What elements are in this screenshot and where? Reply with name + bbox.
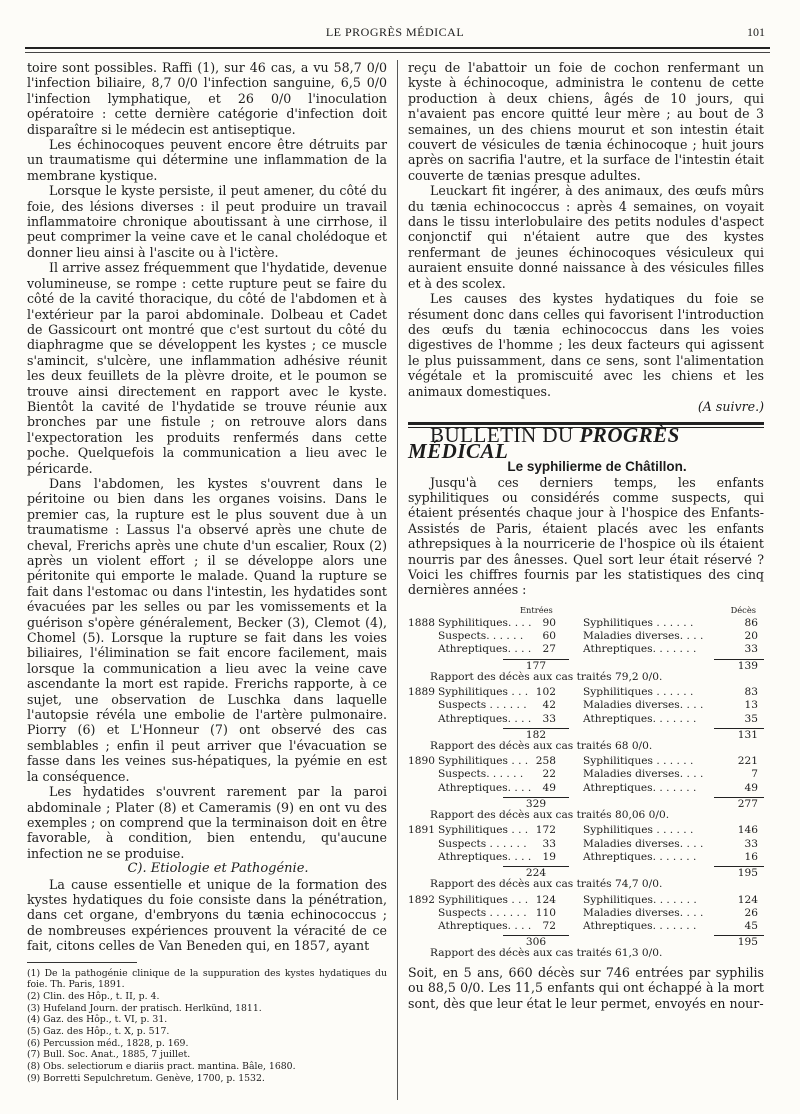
total-deces: 139	[714, 659, 764, 673]
death-value: 33	[744, 837, 758, 850]
statistics-table	[408, 604, 764, 961]
table-row	[408, 907, 764, 920]
bulletin-heading	[408, 423, 764, 463]
paragraph: Lorsque le kyste persiste, il peut amener, du côté du foie, des lésions diverses : il peut produire un travail inflammatoire chronique aboutissant à une cirrhose, il peut comprimer la veine cave et le canal cholédoque et donner lieu ainsi à l'ascite ou à l'ictère.	[27, 183, 387, 260]
table-row	[408, 686, 764, 699]
death-value: 49	[744, 781, 758, 794]
year-block	[408, 617, 764, 684]
paragraph: reçu de l'abattoir un foie de cochon renfermant un kyste à échinocoque, administra le contenu de cette production à deux chiens, âgés de 10 jours, qui n'avaient pas encore quitté leur mère ; au bout de 3 semaines, un des chiens mourut et son intestin était couvert de vésicules de tænia échinocoque ; huit jours après on sacrifia l'autre, et la surface de l'intestin était couverte de tænias presque adultes.	[408, 60, 764, 183]
year-cell: 1888	[408, 616, 435, 629]
entry-value: 42	[542, 699, 556, 712]
death-ratio: Rapport des décès aux cas traités 79,2 0/0.	[430, 670, 663, 683]
column-divider	[397, 60, 398, 1100]
paragraph: Soit, en 5 ans, 660 décès sur 746 entrées par syphilis ou 88,5 0/0. Les 11,5 enfants qui ont échappé à la mort sont, dès que leur état le leur permet, envoyés en nour-	[408, 964, 764, 1011]
entry-value: 72	[542, 920, 556, 933]
entry-label: Athreptiques. . . .	[438, 850, 532, 863]
table-row	[408, 617, 764, 630]
entry-label: Syphilitiques . . .	[438, 893, 529, 906]
total-entrees: 224	[503, 866, 569, 880]
paragraph: Les hydatides s'ouvrent rarement par la paroi abdominale ; Plater (8) et Cameramis (9) en ont vu des exemples ; on comprend que la terminaison doit en être favorable, à condition, bien entendu, qu'aucune infection ne se produise.	[27, 784, 387, 861]
death-label: Athreptiques. . . . . . .	[583, 781, 697, 794]
year-block	[408, 755, 764, 822]
footnote: (8) Obs. selectiorum e diariis pract. mantina. Bâle, 1680.	[27, 1061, 296, 1073]
total-entrees: 182	[503, 728, 569, 742]
death-ratio: Rapport des décès aux cas traités 80,06 0/0.	[430, 809, 670, 822]
total-entrees: 177	[503, 659, 569, 673]
death-value: 221	[737, 755, 758, 768]
entry-value: 258	[535, 755, 556, 768]
death-label: Maladies diverses. . . .	[583, 699, 704, 712]
footnote: (4) Gaz. des Hôp., t. VI, p. 31.	[27, 1014, 168, 1026]
entry-value: 33	[542, 712, 556, 725]
entry-label: Athreptiques. . . .	[438, 643, 532, 656]
totals-row	[408, 726, 764, 740]
paragraph: Les causes des kystes hydatiques du foie se résument donc dans celles qui favorisent l'introduction des œufs du tænia echinococcus dans les voies digestives de l'homme ; les deux facteurs qui agissent le plus puissamment, dans ce sens, sont l'alimentation végétale et la promiscuité avec les chiens et les animaux domestiques.	[408, 291, 764, 399]
table-row	[408, 713, 764, 726]
total-entrees: 306	[503, 935, 569, 949]
right-column	[408, 60, 764, 1011]
death-ratio: Rapport des décès aux cas traités 68 0/0.	[430, 739, 653, 752]
entry-value: 19	[542, 850, 556, 863]
section-heading: C). Etiologie et Pathogénie.	[127, 861, 309, 877]
table-row	[408, 782, 764, 795]
paragraph: Jusqu'à ces derniers temps, les enfants syphilitiques ou considérés comme suspects, qui étaient présentés chaque jour à l'hospice des Enfants-Assistés de Paris, étaient placés avec les enfants athrepsiques à la nourricerie de l'hospice où ils étaient nourris par des ânesses. Quel sort leur était réservé ? Voici les chiffres fournis par les statistiques des cinq dernières années :	[408, 474, 764, 598]
death-ratio: Rapport des décès aux cas traités 74,7 0/0.	[430, 878, 663, 891]
table-row	[408, 894, 764, 907]
entry-value: 60	[542, 630, 556, 643]
total-deces: 277	[714, 797, 764, 811]
death-label: Athreptiques. . . . . . .	[583, 643, 697, 656]
year-cell: 1890	[408, 755, 435, 768]
year-cell: 1889	[408, 686, 435, 698]
journal-title: LE PROGRÈS MÉDICAL	[325, 25, 465, 39]
header-rule	[25, 47, 770, 49]
footnote: (2) Clin. des Hôp., t. II, p. 4.	[27, 990, 160, 1002]
entry-label: Syphilitiques . . .	[438, 755, 529, 768]
footnote: (3) Hufeland Journ. der pratisch. Herlkünd, 1811.	[27, 1002, 262, 1014]
table-row	[408, 768, 764, 781]
death-label: Maladies diverses. . . .	[583, 837, 704, 850]
statistics-header	[408, 604, 764, 617]
left-column	[27, 60, 387, 1085]
footnote: (1) De la pathogénie clinique de la suppuration des kystes hydatiques du foie. Th. Paris, 1891.	[27, 967, 387, 991]
header-entrees: Entrées	[520, 604, 553, 615]
entry-label: Suspects. . . . . .	[438, 768, 524, 781]
death-label: Athreptiques. . . . . . .	[583, 920, 697, 933]
table-row	[408, 643, 764, 656]
entry-label: Suspects . . . . . .	[438, 906, 527, 919]
death-value: 45	[744, 920, 758, 933]
death-value: 35	[744, 712, 758, 725]
totals-row	[408, 657, 764, 671]
paragraph: Leuckart fit ingérer, à des animaux, des œufs mûrs du tænia echinococcus : après 4 semaines, on voyait dans le tissu interlobulaire des petits nodules d'aspect conjonctif qui n'étaient autre que des kystes renfermant de jeunes échinocoques vésiculeux qui auraient ensuite donné naissance à des vésicules filles et à des scolex.	[408, 183, 764, 291]
page-number: 101	[747, 25, 765, 39]
total-entrees: 329	[503, 797, 569, 811]
entry-label: Syphilitiques . . .	[438, 686, 529, 698]
total-deces: 195	[714, 935, 764, 949]
table-row	[408, 824, 764, 837]
death-label: Syphilitiques . . . . . .	[583, 686, 694, 698]
table-row	[408, 755, 764, 768]
death-label: Syphilitiques . . . . . .	[583, 824, 694, 837]
entry-value: 33	[542, 837, 556, 850]
total-deces: 195	[714, 866, 764, 880]
paragraph: Les échinocoques peuvent encore être détruits par un traumatisme qui détermine une inflammation de la membrane kystique.	[27, 137, 387, 183]
entry-label: Suspects . . . . . .	[438, 699, 527, 712]
paragraph: Dans l'abdomen, les kystes s'ouvrent dans le péritoine ou bien dans les organes voisins. Dans le premier cas, la rupture est le plus souvent due à un traumatisme : Lassus l'a observé après une chute de cheval, Frerichs après une chute d'un escalier, Roux (2) après un violent effort ; il se développe alors une péritonite qui emporte le malade. Quand la rupture se fait dans l'estomac ou dans l'intestin, les hydatides sont évacuées par les selles ou par les vomissements et la guérison s'opère généralement, Becker (3), Clemot (4), Chomel (5). Lorsque la rupture se fait dans les voies biliaires, l'élimination se fait encore facilement, mais lorsque la communication a lieu avec la veine cave ascendante la mort est rapide. Frerichs rapporte, à ce sujet, une observation de Luschka dans laquelle l'autopsie révéla une embolie de l'artère pulmonaire. Piorry (6) et L'Honneur (7) ont observé des cas semblables ; enfin il peut arriver que l'évacuation se fasse dans les veines sus-hépatiques, la pyémie en est la conséquence.	[27, 475, 387, 784]
footnote: (6) Percussion méd., 1828, p. 169.	[27, 1037, 189, 1049]
entry-value: 172	[535, 824, 556, 837]
header-rule-thin	[25, 52, 770, 53]
year-cell: 1892	[408, 893, 435, 906]
entry-value: 49	[542, 781, 556, 794]
death-label: Syphilitiques . . . . . .	[583, 755, 694, 768]
entry-value: 124	[535, 893, 556, 906]
footnote-rule	[27, 962, 137, 963]
footnote: (9) Borretti Sepulchretum. Genève, 1700, p. 1532.	[27, 1072, 265, 1084]
bulletin-heading-journal: PROGRÈS MÉDICAL	[408, 423, 680, 463]
table-row	[408, 838, 764, 851]
totals-row	[408, 864, 764, 878]
footnote: (5) Gaz. des Hôp., t. X, p. 517.	[27, 1026, 170, 1038]
running-header	[25, 25, 765, 45]
entry-value: 102	[535, 686, 556, 698]
to-be-continued: (A suivre.)	[697, 398, 764, 414]
death-value: 20	[744, 630, 758, 643]
entry-label: Suspects. . . . . .	[438, 630, 524, 643]
year-block	[408, 894, 764, 961]
death-value: 146	[737, 824, 758, 837]
year-cell: 1891	[408, 824, 435, 837]
article-subheading: Le syphilierme de Châtillon.	[507, 459, 687, 475]
death-value: 7	[751, 768, 758, 781]
footnote: (7) Bull. Soc. Anat., 1885, 7 juillet.	[27, 1049, 191, 1061]
total-deces: 131	[714, 728, 764, 742]
death-label: Maladies diverses. . . .	[583, 768, 704, 781]
paragraph: La cause essentielle et unique de la formation des kystes hydatiques du foie consiste dans la pénétration, dans cet organe, d'embryons du tænia echinococcus ; de nombreuses expériences prouvent la véracité de ce fait, citons celles de Van Beneden qui, en 1857, ayant	[27, 876, 387, 954]
death-value: 86	[744, 616, 758, 629]
table-row	[408, 920, 764, 933]
entry-label: Syphilitiques . . .	[438, 824, 529, 837]
table-row	[408, 630, 764, 643]
header-deces: Décès	[730, 604, 756, 615]
death-value: 124	[737, 893, 758, 906]
death-label: Athreptiques. . . . . . .	[583, 712, 697, 725]
paragraph: Il arrive assez fréquemment que l'hydatide, devenue volumineuse, se rompe : cette rupture peut se faire du côté de la cavité thoracique, du côté de l'abdomen et à l'extérieur par la paroi abdominale. Dolbeau et Cadet de Gassicourt ont montré que c'est surtout du côté du diaphragme que se développent les kystes ; ce muscle s'amincit, s'ulcère, une inflammation adhésive réunit les deux feuillets de la plèvre droite, et le poumon se trouve ainsi directement en rapport avec le kyste. Bientôt la cavité de l'hydatide se trouve réunie aux bronches par une fistule ; on retrouve alors dans l'expectoration les produits renfermés dans cette poche. Quelquefois la communication a lieu avec le péricarde.	[27, 260, 387, 476]
entry-label: Suspects . . . . . .	[438, 837, 527, 850]
entry-label: Syphilitiques. . . .	[438, 616, 532, 629]
entry-value: 90	[542, 616, 556, 629]
entry-label: Athreptiques. . . .	[438, 712, 532, 725]
table-row	[408, 699, 764, 712]
entry-value: 22	[542, 768, 556, 781]
table-row	[408, 851, 764, 864]
death-value: 33	[744, 643, 758, 656]
entry-value: 27	[542, 643, 556, 656]
death-value: 13	[744, 699, 758, 712]
entry-label: Athreptiques. . . .	[438, 781, 532, 794]
death-value: 16	[744, 850, 758, 863]
death-label: Maladies diverses. . . .	[583, 630, 704, 643]
death-value: 26	[744, 906, 758, 919]
death-value: 83	[744, 686, 758, 698]
death-label: Syphilitiques . . . . . .	[583, 616, 694, 629]
entry-label: Athreptiques. . . .	[438, 920, 532, 933]
year-block	[408, 824, 764, 891]
totals-row	[408, 933, 764, 947]
death-label: Athreptiques. . . . . . .	[583, 850, 697, 863]
entry-value: 110	[535, 906, 556, 919]
death-label: Syphilitiques. . . . . . .	[583, 893, 697, 906]
year-block	[408, 686, 764, 753]
bulletin-heading-prefix: BULLETIN DU	[430, 423, 574, 448]
death-label: Maladies diverses. . . .	[583, 906, 704, 919]
totals-row	[408, 795, 764, 809]
death-ratio: Rapport des décès aux cas traités 61,3 0/0.	[430, 947, 663, 960]
paragraph: toire sont possibles. Raffi (1), sur 46 cas, a vu 58,7 0/0 l'infection biliaire, 8,7 0/0 l'infection sanguine, 6,5 0/0 l'infection lymphatique, et 26 0/0 l'inoculation opératoire : cette dernière catégorie d'infection doit disparaître si le médecin est antiseptique.	[27, 60, 387, 137]
